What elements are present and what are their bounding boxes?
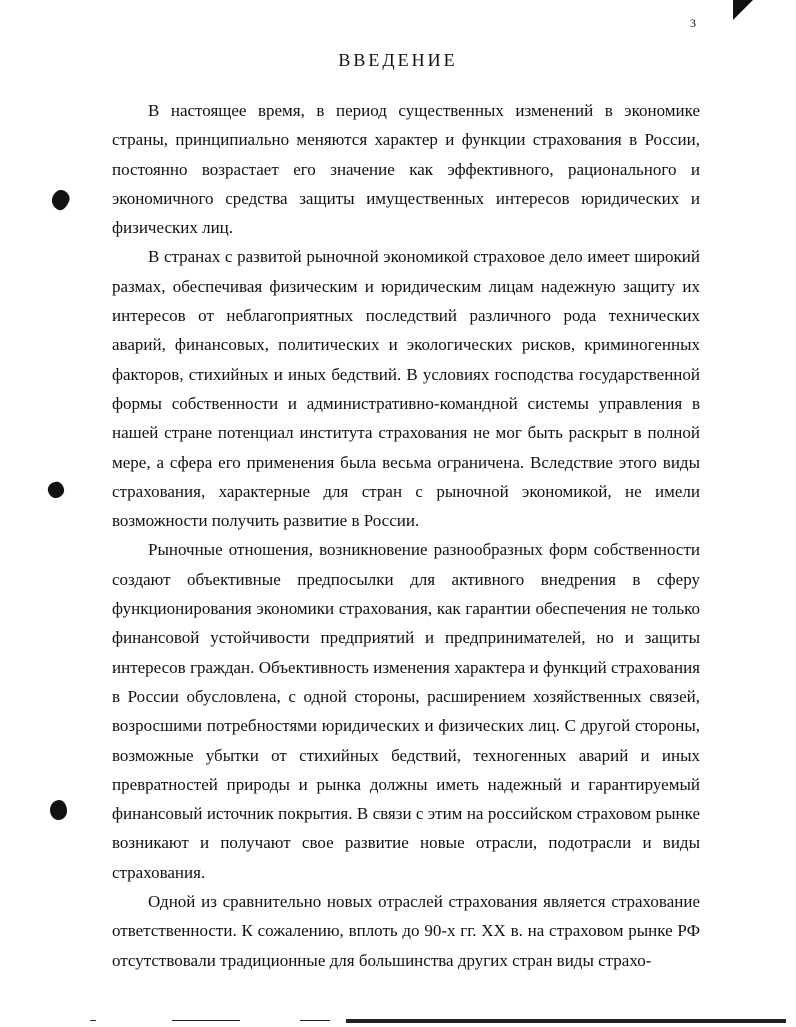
page-number: 3 [690, 16, 696, 30]
ink-blot [50, 800, 67, 820]
corner-mark [733, 0, 753, 20]
body-text [112, 96, 700, 975]
scan-edge-line [346, 1019, 786, 1023]
paragraph-4: Одной из сравнительно новых отраслей страхования является страхование ответственности. К сожалению, вплоть до 90-х гг. XX в. на страховом рынке РФ отсутствовали традиционные для большинства других стран виды страхо- [112, 892, 700, 970]
paragraph-1: В настоящее время, в период существенных изменений в экономике страны, принципиально меняются характер и функции страхования в России, постоянно возрастает его значение как эффективного, рационального и экономичного средства защиты имущественных интересов юридических и физических лиц. [112, 101, 700, 238]
paragraph-3: Рыночные отношения, возникновение разнообразных форм собственности создают объективные предпосылки для активного внедрения в сферу функционирования экономики страхования, как гарантии обеспечения не только финансовой устойчивости предприятий и предпринимателей, но и защиты интересов граждан. Объективность изменения характера и функций страхования в России обусловлена, с одной стороны, расширением хозяйственных связей, возросшими потребностями юридических и физических лиц. С другой стороны, возможные убытки от стихийных бедствий, техногенных аварий и иных превратностей природы и рынка должны иметь надежный и гарантируемый финансовый источник покрытия. В связи с этим на российском страховом рынке возникают и получают свое развитие новые отрасли, подотрасли и виды страхования. [112, 540, 700, 882]
paragraph-2: В странах с развитой рыночной экономикой страховое дело имеет широкий размах, обеспечивая физическим и юридическим лицам надежную защиту их интересов от неблагоприятных последствий различного рода технических аварий, финансовых, политических и экологических рисков, криминогенных факторов, стихийных и иных бедствий. В условиях господства государственной формы собственности и административно-командной системы управления в нашей стране потенциал института страхования не мог быть раскрыт в полной мере, а сфера его применения была весьма ограничена. Вследствие этого виды страхования, характерные для стран с рыночной экономикой, не имели возможности получить развитие в России. [112, 247, 700, 531]
scan-edge-line [300, 1020, 330, 1021]
ink-blot [46, 480, 66, 500]
page-title: ВВЕДЕНИЕ [338, 50, 458, 70]
ink-blot [49, 188, 72, 213]
scan-edge-line [172, 1020, 240, 1021]
scan-artifact [90, 1020, 96, 1021]
